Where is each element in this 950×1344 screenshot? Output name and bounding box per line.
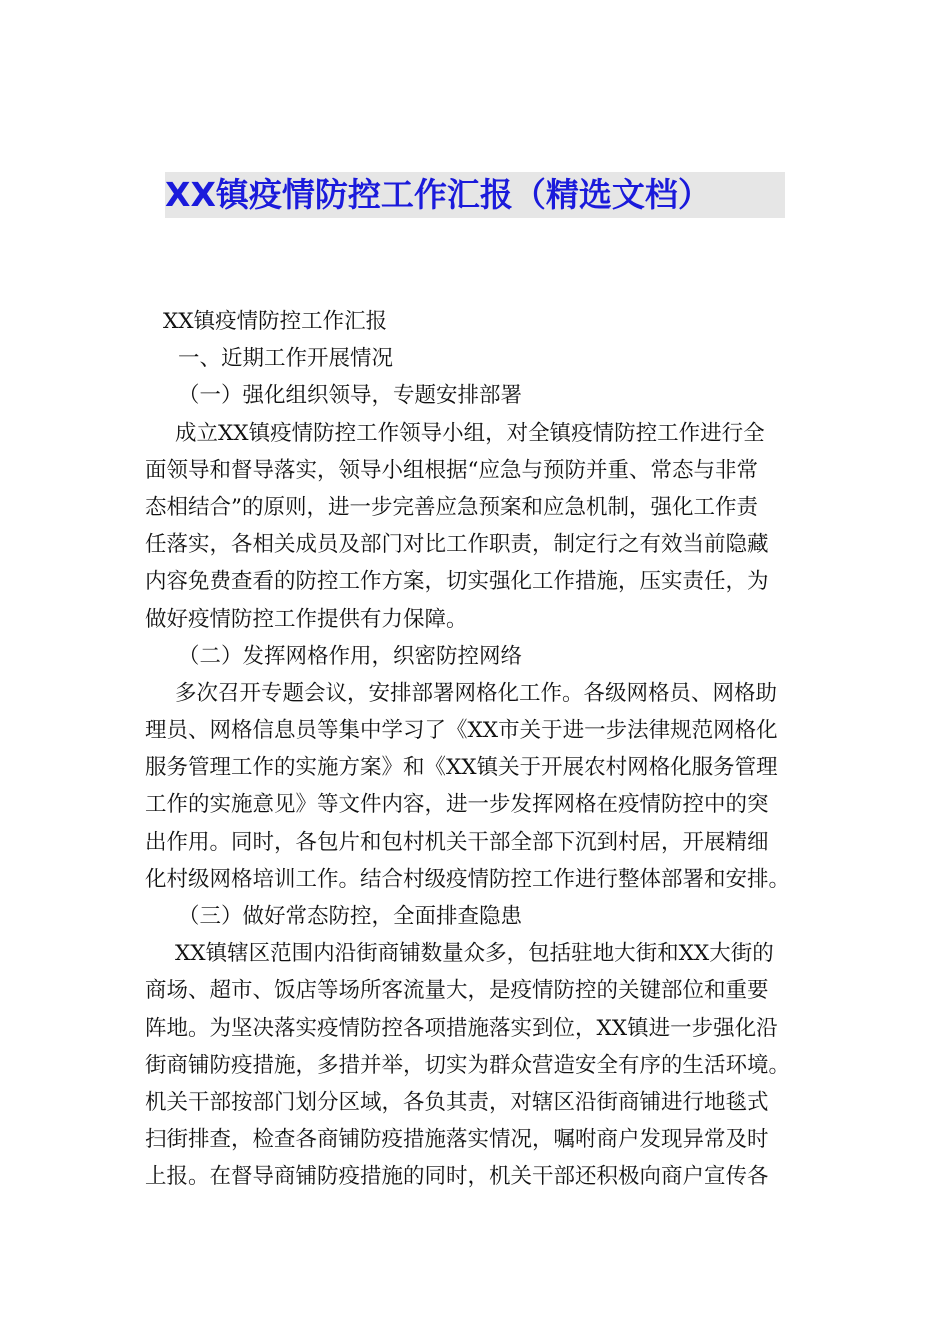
- body-line-section-heading: 一、近期工作开展情况: [178, 346, 394, 372]
- body-line: 上报。在督导商铺防疫措施的同时，机关干部还积极向商户宣传各: [145, 1164, 769, 1190]
- document-body: [145, 303, 825, 1196]
- body-line: 态相结合”的原则，进一步完善应急预案和应急机制，强化工作责: [145, 494, 758, 520]
- body-line: 内容免费查看的防控工作方案，切实强化工作措施，压实责任，为: [145, 569, 769, 595]
- body-line-subsection-heading: （二）发挥网格作用，织密防控网络: [178, 643, 523, 669]
- body-line: 面领导和督导落实，领导小组根据“应急与预防并重、常态与非常: [145, 457, 758, 483]
- body-line: 成立XX镇疫情防控工作领导小组，对全镇疫情防控工作进行全: [175, 420, 765, 446]
- body-line-heading: XX镇疫情防控工作汇报: [163, 309, 388, 334]
- body-line: 机关干部按部门划分区域，各负其责，对辖区沿街商铺进行地毯式: [145, 1089, 769, 1115]
- body-line-subsection-heading: （一）强化组织领导，专题安排部署: [178, 383, 523, 409]
- body-line-subsection-heading: （三）做好常态防控，全面排查隐患: [178, 904, 523, 929]
- body-line: 工作的实施意见》等文件内容，进一步发挥网格在疫情防控中的突: [145, 792, 769, 818]
- body-line: 理员、网格信息员等集中学习了《XX市关于进一步法律规范网格化: [145, 718, 778, 744]
- body-line: 做好疫情防控工作提供有力保障。: [145, 606, 468, 632]
- body-line: 商场、超市、饭店等场所客流量大，是疫情防控的关键部位和重要: [145, 978, 769, 1004]
- body-line: 扫街排查，检查各商铺防疫措施落实情况，嘱咐商户发现异常及时: [145, 1127, 769, 1153]
- body-line: 多次召开专题会议，安排部署网格化工作。各级网格员、网格助: [175, 680, 778, 706]
- body-line: 街商铺防疫措施，多措并举，切实为群众营造安全有序的生活环境。: [145, 1052, 791, 1078]
- body-line: 出作用。同时，各包片和包村机关干部全部下沉到村居，开展精细: [145, 829, 769, 855]
- body-line: 化村级网格培训工作。结合村级疫情防控工作进行整体部署和安排。: [145, 866, 791, 892]
- body-line: 服务管理工作的实施方案》和《XX镇关于开展农村网格化服务管理: [145, 755, 778, 781]
- body-line: 任落实，各相关成员及部门对比工作职责，制定行之有效当前隐藏: [145, 532, 769, 558]
- body-line: 阵地。为坚决落实疫情防控各项措施落实到位，XX镇进一步强化沿: [145, 1015, 778, 1041]
- body-line: XX镇辖区范围内沿街商铺数量众多，包括驻地大街和XX大街的: [175, 941, 774, 967]
- document-title: XX镇疫情防控工作汇报（精选文档）: [165, 175, 711, 214]
